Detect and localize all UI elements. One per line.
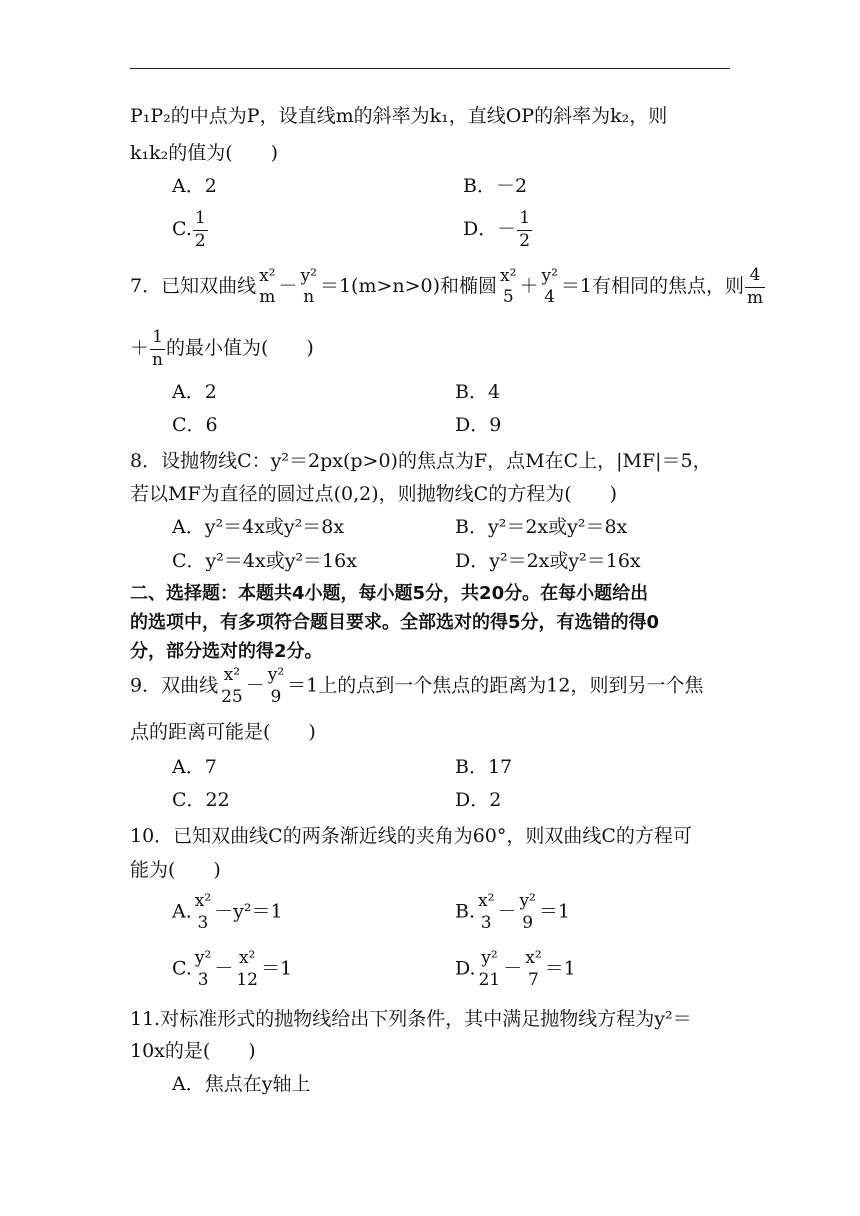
fraction xyxy=(745,266,765,308)
q8-option-d: D．y²＝2x或y²＝16x xyxy=(455,550,641,572)
fraction xyxy=(193,892,213,933)
denominator: n xyxy=(303,287,315,308)
option-label: D. xyxy=(455,957,476,980)
denominator: 2 xyxy=(194,230,206,251)
q9-option-a: A．7 xyxy=(172,756,217,778)
q9-lead: 9．双曲线 xyxy=(130,674,219,697)
operator: － xyxy=(245,674,265,697)
q8-line2: 若以MF为直径的圆过点(0,2)，则抛物线C的方程为( ) xyxy=(130,483,618,505)
q10-option-c xyxy=(172,949,292,990)
q7-mid: ＝1(m>n>0)和椭圆 xyxy=(319,275,498,298)
q8-option-c: C．y²＝4x或y²＝16x xyxy=(172,550,357,572)
q9-line2: 点的距离可能是( ) xyxy=(130,721,316,743)
q7-option-c: C．6 xyxy=(172,414,218,436)
denominator: n xyxy=(152,349,163,370)
denominator: 3 xyxy=(480,912,492,933)
q9-option-d: D．2 xyxy=(455,789,502,811)
q6-option-a: A．2 xyxy=(172,175,217,197)
denominator: m xyxy=(259,287,276,308)
q6-line1: P₁P₂的中点为P，设直线m的斜率为k₁，直线OP的斜率为k₂，则 xyxy=(130,105,668,127)
fraction xyxy=(219,666,245,707)
q9-line1 xyxy=(130,666,703,707)
q10-line1: 10．已知双曲线C的两条渐近线的夹角为60°，则双曲线C的方程可 xyxy=(130,825,692,847)
equation-tail: ＝1 xyxy=(260,957,293,980)
denominator: 25 xyxy=(221,686,243,707)
denominator: 2 xyxy=(519,230,531,251)
fraction xyxy=(257,267,277,308)
fraction xyxy=(193,209,208,251)
q6-option-b: B．－2 xyxy=(463,175,528,197)
q8-option-b: B．y²＝2x或y²＝8x xyxy=(455,516,628,538)
q7-option-b: B．4 xyxy=(455,381,501,403)
q11-option-a: A．焦点在y轴上 xyxy=(172,1073,311,1095)
fraction xyxy=(498,267,518,308)
numerator: x² xyxy=(238,948,256,968)
denominator: 9 xyxy=(522,912,534,933)
denominator: 21 xyxy=(478,969,501,990)
q11-line2: 10x的是( ) xyxy=(130,1040,256,1062)
q9-tail: ＝1上的点到一个焦点的距离为12，则到另一个焦 xyxy=(287,674,704,697)
option-label: A. xyxy=(172,900,192,923)
fraction xyxy=(234,949,260,990)
numerator: x² xyxy=(500,265,517,286)
q10-option-d xyxy=(455,949,576,990)
denominator: m xyxy=(746,287,764,308)
operator: － xyxy=(497,900,517,923)
operator: － xyxy=(214,957,234,980)
numerator: y² xyxy=(194,948,212,968)
denominator: 3 xyxy=(197,912,209,933)
q10-option-b xyxy=(455,892,570,933)
numerator: y² xyxy=(300,265,317,286)
numerator: 1 xyxy=(150,328,165,350)
numerator: 4 xyxy=(745,266,765,288)
q6-option-c xyxy=(172,209,209,251)
fraction xyxy=(517,209,532,251)
section2-line3: 分，部分选对的得2分。 xyxy=(130,641,323,662)
option-label: C. xyxy=(172,218,192,241)
q7-option-a: A．2 xyxy=(172,381,217,403)
q10-line2: 能为( ) xyxy=(130,859,221,881)
numerator: x² xyxy=(259,265,276,286)
operator: ＋ xyxy=(130,337,150,360)
numerator: 1 xyxy=(193,209,208,231)
q6-option-d xyxy=(463,209,533,251)
q9-option-b: B．17 xyxy=(455,756,513,778)
section2-line1: 二、选择题：本题共4小题，每小题5分，共20分。在每小题给出 xyxy=(130,583,649,604)
numerator: y² xyxy=(267,665,285,685)
denominator: 12 xyxy=(236,969,258,990)
option-label: C. xyxy=(172,957,192,980)
q8-line1: 8．设抛物线C：y²＝2px(p>0)的焦点为F，点M在C上，|MF|＝5， xyxy=(130,450,712,472)
fraction xyxy=(150,328,165,370)
fraction xyxy=(523,949,543,990)
denominator: 5 xyxy=(502,287,514,308)
q11-line1: 11.对标准形式的抛物线给出下列条件，其中满足抛物线方程为y²＝ xyxy=(130,1008,692,1030)
equation-tail: －y²＝1 xyxy=(214,900,283,923)
equation-tail: ＝1 xyxy=(538,900,570,923)
q7-tail: ＝1有相同的焦点，则 xyxy=(560,275,744,298)
q9-option-c: C．22 xyxy=(172,789,230,811)
q8-option-a: A．y²＝4x或y²＝8x xyxy=(172,516,345,538)
fraction xyxy=(193,949,213,990)
numerator: x² xyxy=(194,891,212,911)
operator: － xyxy=(278,275,298,298)
fraction xyxy=(477,949,503,990)
fraction xyxy=(517,892,537,933)
numerator: x² xyxy=(525,948,542,968)
fraction xyxy=(266,666,286,707)
denominator: 4 xyxy=(544,287,556,308)
equation-tail: ＝1 xyxy=(544,957,576,980)
denominator: 7 xyxy=(528,969,539,990)
operator: ＋ xyxy=(519,275,539,298)
fraction xyxy=(539,267,559,308)
q7-line1 xyxy=(130,266,766,308)
q6-line2: k₁k₂的值为( ) xyxy=(130,142,279,164)
denominator: 9 xyxy=(270,686,282,707)
header-rule xyxy=(130,68,730,69)
q7-line2-tail: 的最小值为( ) xyxy=(165,337,314,360)
q10-option-a xyxy=(172,892,283,933)
q7-option-d: D．9 xyxy=(455,414,502,436)
fraction xyxy=(299,267,319,308)
numerator: y² xyxy=(541,265,558,286)
numerator: y² xyxy=(481,948,498,968)
operator: － xyxy=(503,957,523,980)
numerator: x² xyxy=(223,665,241,685)
option-label: B. xyxy=(455,900,476,923)
option-label: D．－ xyxy=(463,218,517,241)
numerator: 1 xyxy=(517,209,532,231)
numerator: y² xyxy=(519,891,536,911)
numerator: x² xyxy=(478,891,495,911)
denominator: 3 xyxy=(197,969,209,990)
fraction xyxy=(476,892,496,933)
section2-line2: 的选项中，有多项符合题目要求。全部选对的得5分，有选错的得0 xyxy=(130,612,660,633)
q7-line2 xyxy=(130,328,314,370)
q7-lead: 7．已知双曲线 xyxy=(130,275,257,298)
